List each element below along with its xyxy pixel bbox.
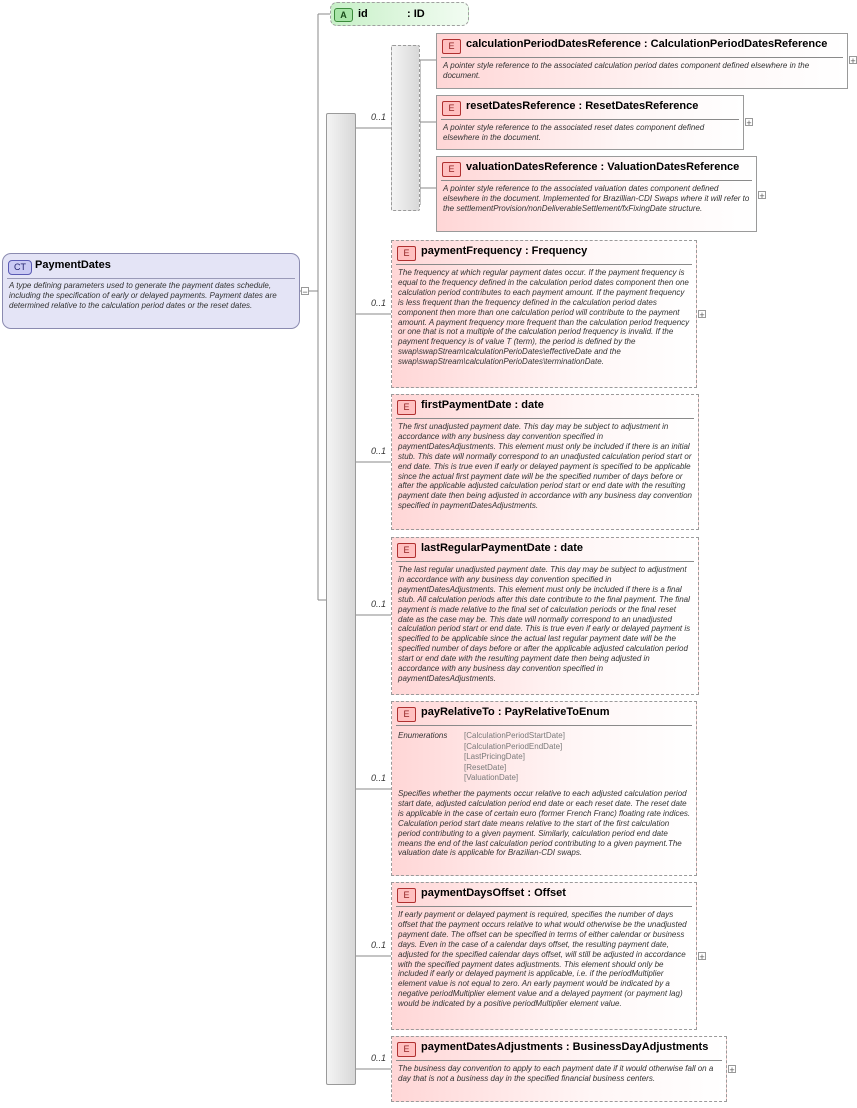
element-title xyxy=(466,38,827,50)
expand-icon[interactable]: + xyxy=(850,56,856,66)
divider xyxy=(396,906,692,907)
attribute-id-box[interactable] xyxy=(330,2,469,26)
element-title xyxy=(421,887,566,899)
cardinality-label: 0..1 xyxy=(371,599,387,609)
element-title xyxy=(421,399,544,411)
element-badge: E xyxy=(442,101,461,116)
sequence-compositor[interactable] xyxy=(326,113,356,1085)
choice-cardinality: 0..1 xyxy=(371,112,387,122)
divider xyxy=(441,180,752,181)
element-name: resetDatesReference xyxy=(466,100,576,112)
element-valuation-dates-reference[interactable] xyxy=(436,156,757,232)
collapse-icon[interactable]: − xyxy=(302,287,308,297)
element-description: If early payment or delayed payment is required, specifies the number of days offset that the payment occurs relative to what would otherwise be the unadjusted payment date. The offset can be specified in terms of either calendar or business days. Even in the case of a calendar days offset, the resulting payment date, adjusted for the specified calendar days offset, will still be adjusted in accordance with the specified payment dates adjustments. This element should only be included if early or delayed payment is applicable, i.e. if the periodMultiplier element value is not equal to zero. An early payment would be indicated by a negative periodMultiplier element value and a delayed payment (or payment lag) would be indicated by a positive periodMultiplier element value. xyxy=(398,910,687,1009)
element-description: A pointer style reference to the associated calculation period dates component defined elsewhere in the document. xyxy=(443,61,810,80)
element-description: The first unadjusted payment date. This day may be subject to adjustment in accordance with any business day convention specified in paymentDatesAdjustments. This element must only be included if there is an initial stub. This date will normally correspond to an unadjusted calculation period start or end date. This is true even if early or delayed payment is specified to be applicable since the actual first payment date will be the specified number of days before or after the applicable adjusted calculation period start or end date with the resulting payment date then being adjusted in accordance with any business day convention specified in paymentDatesAdjustments. xyxy=(398,422,692,511)
element-description: Specifies whether the payments occur relative to each adjusted calculation period start date, adjusted calculation period end date or each reset date. The reset date is applicable in the case of certain euro (former French Franc) floating rate indices. Calculation period start date means relative to the start of the first calculation period contributing to a given payment. Similarly, calculation period end date means the end of the last calculation period contributing to a given payment.The valuation date is applicable for Brazilian-CDI swaps. xyxy=(398,789,691,858)
expand-icon[interactable]: + xyxy=(729,1065,735,1075)
divider xyxy=(7,278,295,279)
element-type: : date xyxy=(553,542,584,554)
attribute-badge: A xyxy=(334,8,353,22)
element-type: : Offset xyxy=(527,887,566,899)
enumerations-label: Enumerations xyxy=(398,731,448,740)
element-badge: E xyxy=(397,246,416,261)
divider xyxy=(396,1060,722,1061)
element-type: : Frequency xyxy=(524,245,588,257)
cardinality-label: 0..1 xyxy=(371,446,387,456)
element-name: lastRegularPaymentDate xyxy=(421,542,551,554)
element-name: valuationDatesReference xyxy=(466,161,598,173)
element-type: : BusinessDayAdjustments xyxy=(565,1041,709,1053)
element-title xyxy=(421,542,583,554)
enumeration-value: [ResetDate] xyxy=(464,762,507,772)
element-description: The last regular unadjusted payment date. This day may be subject to adjustment in accordance with any business day convention specified in paymentDatesAdjustments. This element must only be included if there is a final stub. All calculation periods after this date contribute to the final payment. The final payment is made relative to the final set of calculation periods or the final reset date as the case may be. This date will normally correspond to an unadjusted calculation period start or end date. This is true even if early or delayed payment is specified to be applicable since the actual last regular payment date will be the specified number of days before or after the applicable adjusted calculation period start or end date with the resulting payment date then being adjusted in accordance with any business day convention specified in paymentDatesAdjustments. xyxy=(398,565,691,683)
element-name: calculationPeriodDatesReference xyxy=(466,38,641,50)
element-type: : date xyxy=(514,399,544,411)
divider xyxy=(396,561,694,562)
enumeration-value: [LastPricingDate] xyxy=(464,752,525,761)
expand-icon[interactable]: + xyxy=(699,952,705,962)
element-payment-days-offset[interactable] xyxy=(391,882,697,1030)
element-type: : ResetDatesReference xyxy=(578,100,699,112)
attribute-type: : ID xyxy=(407,8,425,20)
complex-type-badge: CT xyxy=(8,260,32,275)
divider xyxy=(441,119,739,120)
element-name: paymentDatesAdjustments xyxy=(421,1041,563,1053)
element-pay-relative-to[interactable] xyxy=(391,701,697,876)
complex-type-box[interactable] xyxy=(2,253,300,329)
element-title xyxy=(421,706,610,718)
element-badge: E xyxy=(397,1042,416,1057)
element-last-regular-payment-date[interactable] xyxy=(391,537,699,695)
element-first-payment-date[interactable] xyxy=(391,394,699,530)
divider xyxy=(396,264,692,265)
element-name: paymentFrequency xyxy=(421,245,522,257)
element-badge: E xyxy=(397,400,416,415)
element-badge: E xyxy=(397,707,416,722)
element-reset-dates-reference[interactable] xyxy=(436,95,744,150)
element-description: A pointer style reference to the associated valuation dates component defined elsewhere in the document. Implemented for Brazillian-CDI Swaps where it will refer to the settlementProvision/nonDeliverableSettlement/fxFixingDate structure. xyxy=(443,184,750,213)
divider xyxy=(441,57,843,58)
element-payment-dates-adjustments[interactable] xyxy=(391,1036,727,1102)
expand-icon[interactable]: + xyxy=(699,310,705,320)
element-title xyxy=(466,100,698,112)
element-name: paymentDaysOffset xyxy=(421,887,525,899)
divider xyxy=(396,418,694,419)
complex-type-description: A type defining parameters used to generate the payment dates schedule, including the specification of early or delayed payments. Payment dates are determined relative to the calculation period dates or the reset dates. xyxy=(9,281,277,310)
enumeration-value: [ValuationDate] xyxy=(464,773,519,782)
element-description: The frequency at which regular payment dates occur. If the payment frequency is equal to the frequency defined in the calculation period dates component then one calculation period contributes to each payment amount. If the payment frequency is less frequent than the frequency defined in the calculation period dates component then more than one calculation period will contribute to the payment amount. A payment frequency more frequent than the calculation period frequency or one that is not a multiple of the calculation period frequency is invalid. If the payment frequency is of value T (term), the period is defined by the swap\swapStream\calculationPerioDates\effectiveDate and the swap\swapStream\calculationPerioDates\terminationDate. xyxy=(398,268,690,367)
enumeration-list xyxy=(464,731,565,784)
cardinality-label: 0..1 xyxy=(371,298,387,308)
element-payment-frequency[interactable] xyxy=(391,240,697,388)
cardinality-label: 0..1 xyxy=(371,940,387,950)
element-badge: E xyxy=(442,39,461,54)
expand-icon[interactable]: + xyxy=(746,118,752,128)
enumeration-value: [CalculationPeriodEndDate] xyxy=(464,741,563,751)
element-title xyxy=(421,245,587,257)
divider xyxy=(396,725,692,726)
complex-type-name: PaymentDates xyxy=(35,259,111,271)
element-badge: E xyxy=(397,543,416,558)
element-description: The business day convention to apply to each payment date if it would otherwise fall on a day that is not a business day in the specified financial business centers. xyxy=(398,1064,714,1083)
element-badge: E xyxy=(397,888,416,903)
cardinality-label: 0..1 xyxy=(371,1053,387,1063)
element-type: : ValuationDatesReference xyxy=(600,161,740,173)
choice-compositor[interactable] xyxy=(391,45,420,211)
element-name: firstPaymentDate xyxy=(421,399,512,411)
element-description: A pointer style reference to the associated reset dates component defined elsewhere in the document. xyxy=(443,123,705,142)
cardinality-label: 0..1 xyxy=(371,773,387,783)
element-calculation-period-dates-reference[interactable] xyxy=(436,33,848,89)
element-title xyxy=(466,161,739,173)
element-name: payRelativeTo xyxy=(421,706,495,718)
element-title xyxy=(421,1041,708,1053)
enumeration-value: [CalculationPeriodStartDate] xyxy=(464,731,565,740)
element-type: : CalculationPeriodDatesReference xyxy=(643,38,828,50)
element-badge: E xyxy=(442,162,461,177)
attribute-name: id xyxy=(358,8,368,20)
expand-icon[interactable]: + xyxy=(759,191,765,201)
element-type: : PayRelativeToEnum xyxy=(497,706,610,718)
